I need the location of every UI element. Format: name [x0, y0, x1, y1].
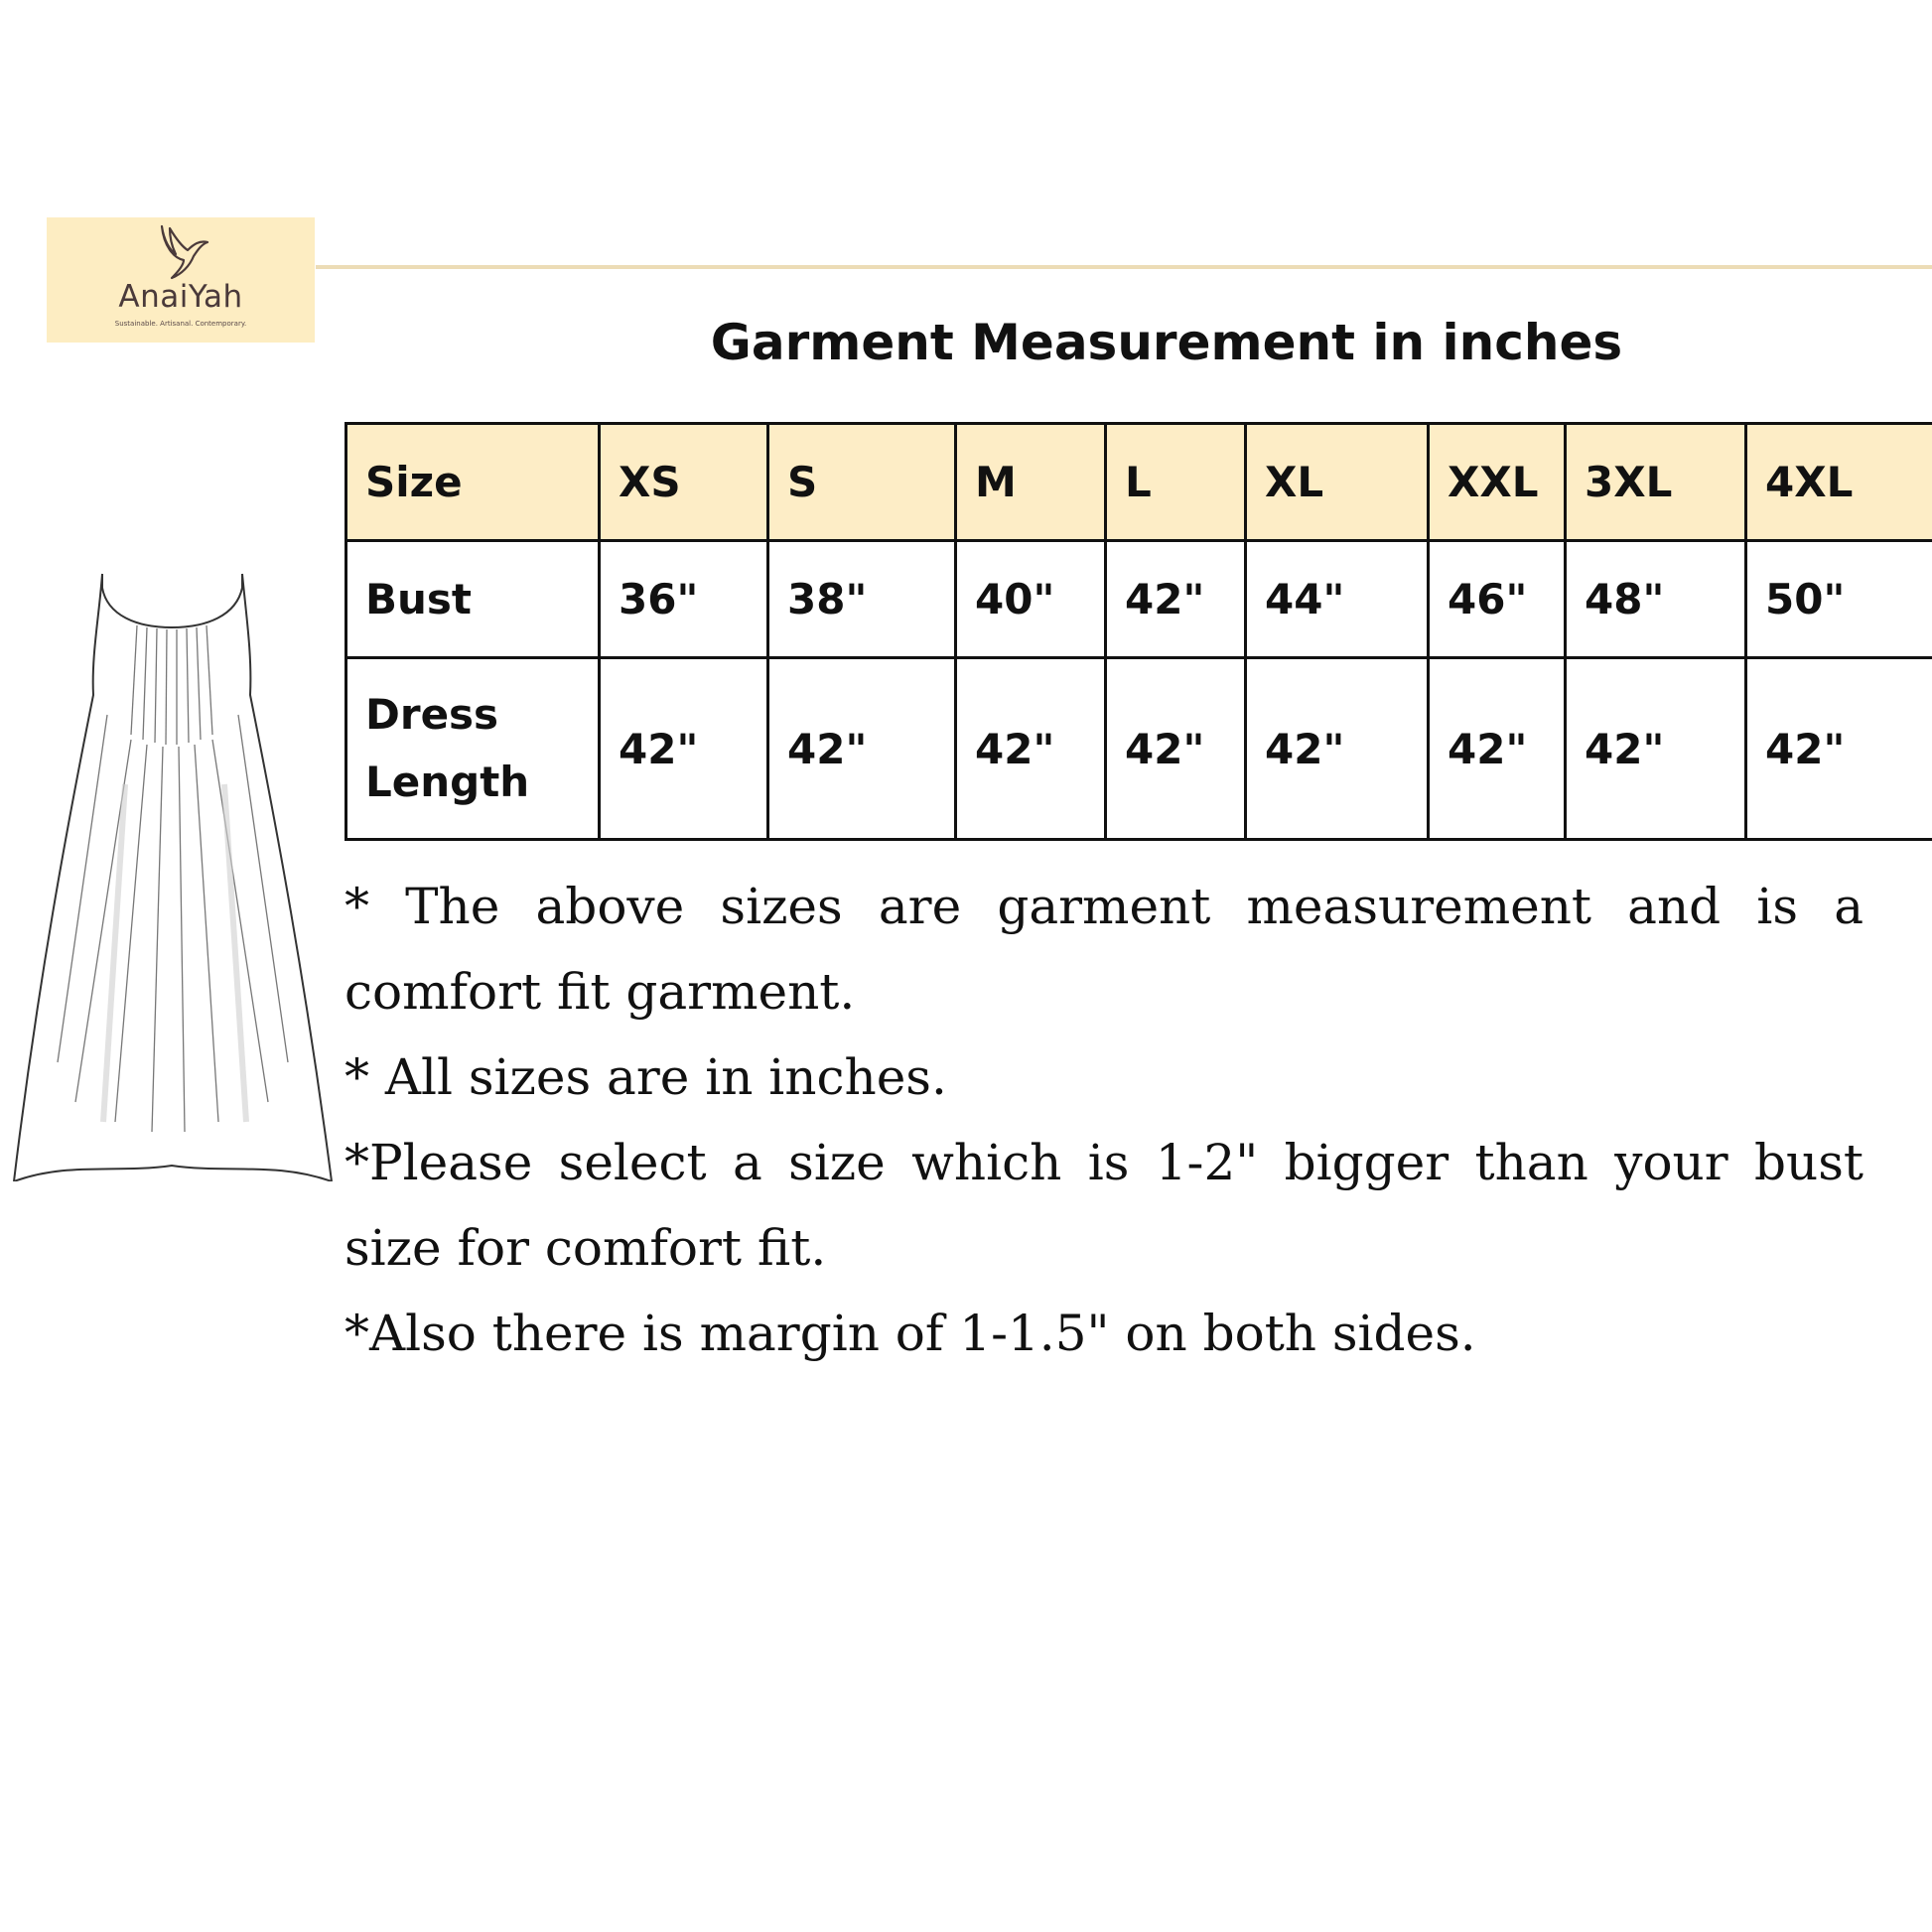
brand-name: AnaiYah	[118, 279, 243, 315]
table-cell: 38"	[768, 541, 956, 658]
dress-sketch-icon	[8, 566, 336, 1181]
table-header-cell: S	[768, 424, 956, 541]
brand-tagline: Sustainable. Artisanal. Contemporary.	[114, 320, 247, 328]
table-cell: 48"	[1566, 541, 1746, 658]
table-row-bust	[346, 541, 1932, 658]
table-cell: 50"	[1746, 541, 1932, 658]
table-cell: 42"	[600, 658, 768, 840]
table-header-cell: 3XL	[1566, 424, 1746, 541]
table-row-dress-length	[346, 658, 1932, 840]
note-item: *Please select a size which is 1-2" bigger than your bust size for comfort fit.	[345, 1134, 1863, 1277]
table-cell: 36"	[600, 541, 768, 658]
note-item: * All sizes are in inches.	[345, 1048, 947, 1106]
note-item: * The above sizes are garment measurement and is a comfort fit garment.	[345, 878, 1863, 1021]
table-header-cell: 4XL	[1746, 424, 1932, 541]
table-header-cell: L	[1106, 424, 1246, 541]
table-cell: 42"	[1746, 658, 1932, 840]
table-header-cell: XL	[1246, 424, 1429, 541]
page-title: Garment Measurement in inches	[710, 314, 1623, 371]
table-cell: 40"	[956, 541, 1106, 658]
note-item: *Also there is margin of 1-1.5" on both sides.	[345, 1305, 1476, 1362]
table-cell: 42"	[956, 658, 1106, 840]
table-cell: 42"	[1566, 658, 1746, 840]
table-header-cell: M	[956, 424, 1106, 541]
table-cell: 42"	[768, 658, 956, 840]
table-cell: 42"	[1246, 658, 1429, 840]
size-chart-table	[345, 422, 1932, 841]
size-notes	[345, 864, 1863, 1376]
table-header-row	[346, 424, 1932, 541]
bird-icon	[154, 220, 213, 282]
table-cell: 44"	[1246, 541, 1429, 658]
table-cell: 42"	[1106, 658, 1246, 840]
header-divider	[316, 265, 1932, 269]
table-header-cell: XS	[600, 424, 768, 541]
table-header-cell: Size	[346, 424, 600, 541]
table-cell: 46"	[1429, 541, 1566, 658]
table-header-cell: XXL	[1429, 424, 1566, 541]
table-cell: 42"	[1429, 658, 1566, 840]
row-label: Dress Length	[346, 658, 600, 840]
table-cell: 42"	[1106, 541, 1246, 658]
row-label: Bust	[346, 541, 600, 658]
